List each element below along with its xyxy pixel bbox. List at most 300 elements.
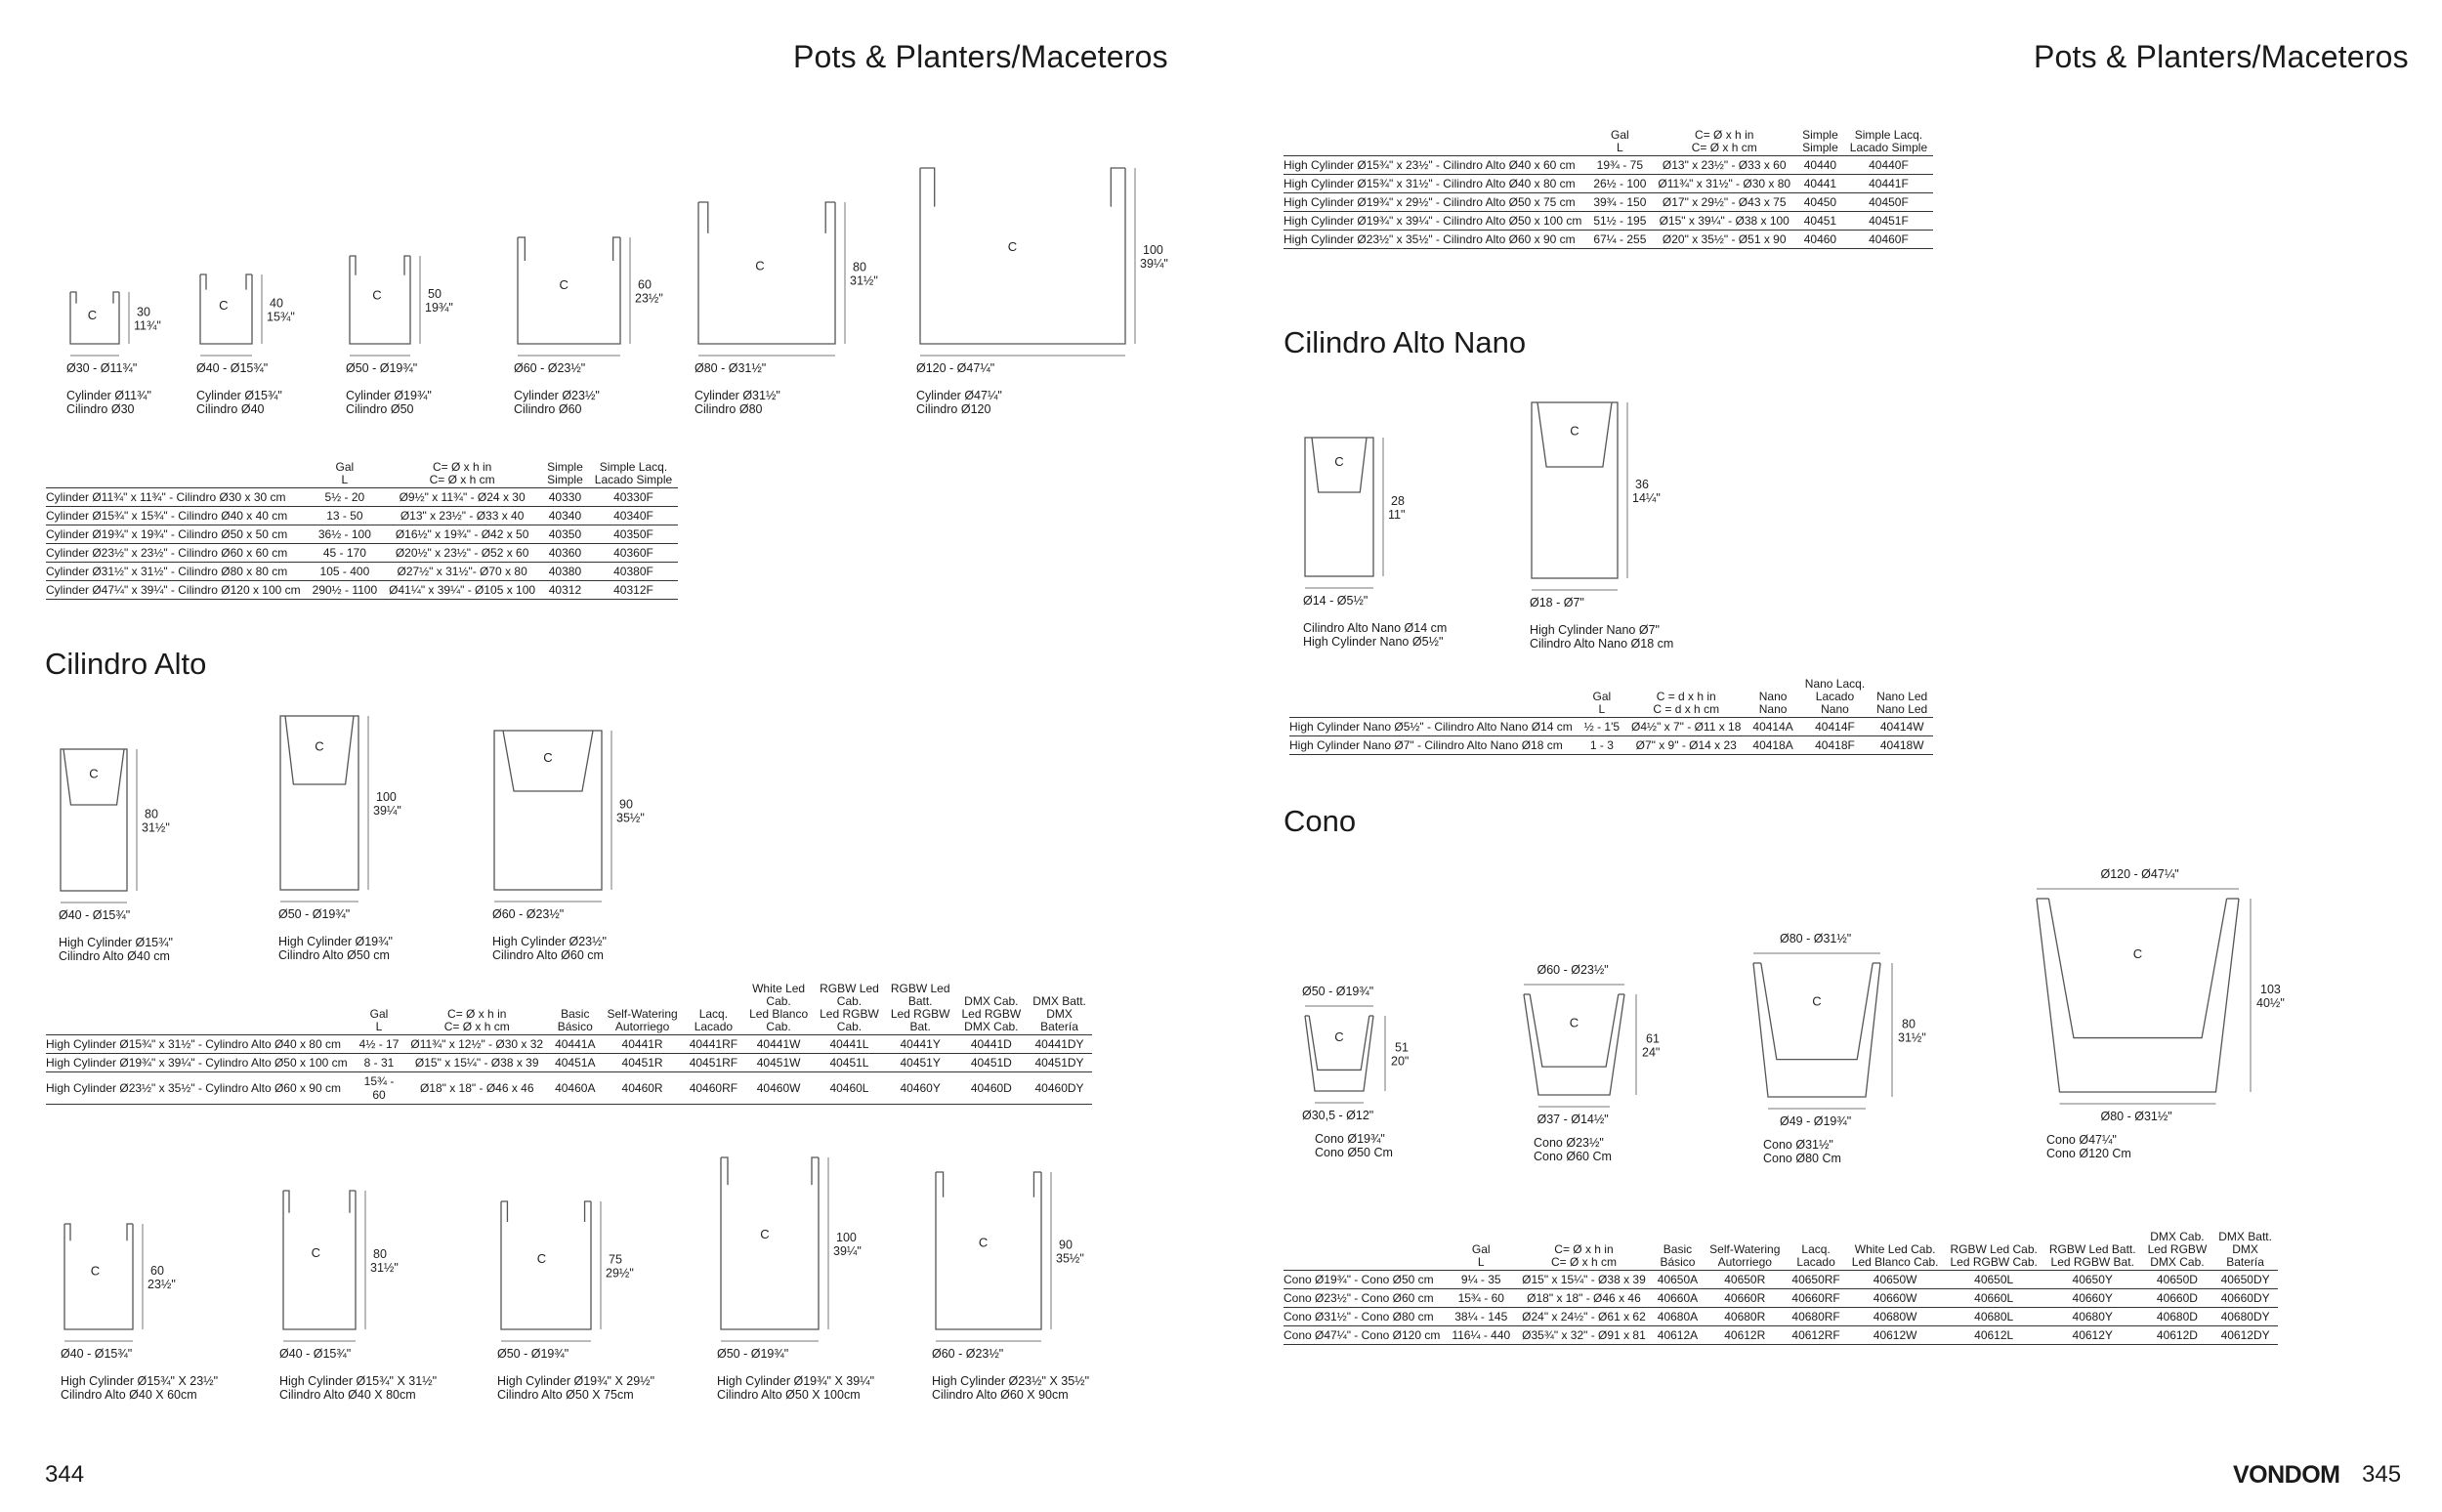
cono-1-c-label: C [1334,1029,1344,1045]
cylinder-6-caption: Cylinder Ø47¼" Cilindro Ø120 [916,389,1002,416]
cono-3-bottom-diameter: Ø49 - Ø19¾" [1780,1114,1852,1128]
column-header [1289,678,1579,718]
cylinder-3-lip-right [404,256,410,275]
column-header: Simple Simple [1802,128,1838,154]
cylinder-4-height-in: 23½" [635,291,663,306]
cono-2-bottom-diameter: Ø37 - Ø14½" [1537,1113,1609,1126]
high-cylinder-3-lip-right [585,1201,591,1222]
product-name-cell: High Cylinder Ø19¾" x 29½" - Cilindro Alto Ø50 x 75 cm [1284,193,1587,212]
table-cell: Ø13" x 23½" - Ø33 x 60 [1652,156,1796,175]
table-cell: 51½ - 195 [1587,212,1652,231]
product-name-cell: Cylinder Ø31½" x 31½" - Cilindro Ø80 x 80 cm [46,563,307,581]
table-cell: 40460 [1796,231,1844,249]
column-header [46,983,354,1035]
cylinder-2-height-cm: 40 [270,296,283,311]
high-cylinder-2-caption: High Cylinder Ø15¾" X 31½" Cilindro Alto Ø40 X 80cm [279,1374,438,1402]
table-header-row [1284,129,1933,156]
table-cell: 40441D [956,1035,1028,1054]
column-header: Self-Watering Autorriego [607,1007,678,1033]
product-name-cell: Cono Ø47¼" - Cono Ø120 cm [1284,1326,1446,1345]
table-cono [1284,1231,2278,1345]
column-header: Gal L [1611,128,1629,154]
table-cell: ½ - 1'5 [1579,718,1625,736]
column-header: C= Ø x h in C= Ø x h cm [1691,128,1757,154]
nano-1-caption: Cilindro Alto Nano Ø14 cm High Cylinder Nano Ø5½" [1303,621,1448,649]
table-cell: 40680R [1704,1308,1786,1326]
table-cell: 40360 [541,544,589,563]
cylinder-5-diameter: Ø80 - Ø31½" [695,361,767,375]
product-name-cell: High Cylinder Ø15¾" x 23½" - Cilindro Alto Ø40 x 60 cm [1284,156,1587,175]
table-cell: 40360F [589,544,678,563]
table-cell: 40650Y [2043,1271,2142,1289]
product-name-cell: Cylinder Ø47¼" x 39¼" - Cilindro Ø120 x 100 cm [46,581,307,600]
table-cell: 40612R [1704,1326,1786,1345]
table-cell: 40660L [1945,1289,2043,1308]
cylinder-4-caption: Cylinder Ø23½" Cilindro Ø60 [514,389,600,416]
cono-1-bottom-diameter: Ø30,5 - Ø12" [1302,1109,1374,1122]
table-row [1284,1271,2278,1289]
product-name-cell: Cylinder Ø15¾" x 15¾" - Cilindro Ø40 x 40 cm [46,507,307,525]
column-header: Basic Básico [557,1007,593,1033]
cono-4-top-diameter: Ø120 - Ø47¼" [2100,867,2179,881]
high-cylinder-3-c-label: C [536,1250,547,1266]
table-cell: 40440F [1844,156,1933,175]
cono-4-caption: Cono Ø47¼" Cono Ø120 Cm [2046,1133,2131,1160]
cono-1-height-cm: 51 [1395,1040,1409,1055]
table-cell: 19¾ - 75 [1587,156,1652,175]
column-header: Gal L [1592,690,1612,716]
table-cell: 40451F [1844,212,1933,231]
column-header: RGBW Led Cab. Led RGBW Cab. [1950,1242,2038,1269]
high-cylinder-5-caption: High Cylinder Ø23½" X 35½" Cilindro Alto Ø60 X 90cm [932,1374,1090,1402]
product-name-cell: Cylinder Ø23½" x 23½" - Cilindro Ø60 x 60 cm [46,544,307,563]
table-cell: 40612Y [2043,1326,2142,1345]
cylinder-1-diameter: Ø30 - Ø11¾" [66,361,138,375]
high-cylinder-5-lip-left [936,1172,944,1197]
table-cell: Ø20½" x 23½" - Ø52 x 60 [383,544,541,563]
table-row [46,1054,1092,1072]
cilindro-alto-2-height-cm: 100 [376,790,397,804]
table-row [46,507,678,525]
cylinder-1-height-in: 11¾" [134,318,161,333]
column-header: C= Ø x h in C= Ø x h cm [429,460,495,486]
column-header: Gal L [1471,1242,1491,1269]
cylinder-5-lip-left [698,202,708,233]
table-cell: 40460W [743,1072,814,1105]
column-header: DMX Cab. Led RGBW DMX Cab. [961,994,1022,1033]
column-header: Simple Lacq. Lacado Simple [1849,128,1928,154]
column-header: C = d x h in C = d x h cm [1653,690,1720,716]
table-cell: Ø15" x 15¼" - Ø38 x 39 [1516,1271,1652,1289]
high-cylinder-1-caption: High Cylinder Ø15¾" X 23½" Cilindro Alto Ø40 X 60cm [61,1374,219,1402]
cilindro-alto-3-c-label: C [543,749,553,765]
table-cell: 40460D [956,1072,1028,1105]
high-cylinder-1-c-label: C [90,1263,101,1279]
nano-1-height-in: 11" [1388,508,1406,522]
table-cell: 8 - 31 [354,1054,405,1072]
table-cell: 40451D [956,1054,1028,1072]
table-cell: 36½ - 100 [307,525,384,544]
column-header: C= Ø x h in C= Ø x h cm [443,1007,510,1033]
column-header: RGBW Led Batt. Led RGBW Bat. [890,982,950,1033]
section-title-cono: Cono [1284,804,1357,838]
table-cell: 290½ - 1100 [307,581,384,600]
high-cylinder-4-outline [721,1157,819,1329]
column-header: Gal L [369,1007,389,1033]
high-cylinder-5-height-cm: 90 [1059,1238,1073,1252]
cylinder-4-height-cm: 60 [638,277,652,292]
cilindro-alto-3-caption: High Cylinder Ø23½" Cilindro Alto Ø60 cm [492,935,607,962]
table-row [1284,193,1933,212]
high-cylinder-1-diameter: Ø40 - Ø15¾" [61,1347,133,1361]
table-cell: 40451Y [885,1054,956,1072]
product-name-cell: Cono Ø23½" - Cono Ø60 cm [1284,1289,1446,1308]
cylinder-1-c-label: C [87,307,98,322]
cylinder-2-caption: Cylinder Ø15¾" Cilindro Ø40 [196,389,282,416]
cilindro-alto-2-caption: High Cylinder Ø19¾" Cilindro Alto Ø50 cm [278,935,393,962]
table-cell: 40441F [1844,175,1933,193]
column-header: Lacq. Lacado [1796,1242,1835,1269]
cilindro-alto-1-diameter: Ø40 - Ø15¾" [59,908,131,922]
table-nano [1289,678,1933,755]
table-row [46,563,678,581]
table-cell: 40612A [1652,1326,1704,1345]
table-cell: 40340 [541,507,589,525]
cylinder-1-lip-left [70,292,76,304]
table-cell: 40460Y [885,1072,956,1105]
table-row [1284,1308,2278,1326]
table-cell: 38¼ - 145 [1446,1308,1516,1326]
table-high-cylinder [1284,129,1933,249]
high-cylinder-2-height-in: 31½" [370,1261,399,1275]
cylinder-3-diameter: Ø50 - Ø19¾" [346,361,418,375]
cylinder-6-diameter: Ø120 - Ø47¼" [916,361,995,375]
column-header [1284,129,1587,156]
table-cell: 40660RF [1786,1289,1845,1308]
high-cylinder-4-height-in: 39¼" [833,1244,862,1258]
table-cell: 40650RF [1786,1271,1845,1289]
high-cylinder-2-lip-left [283,1191,289,1213]
table-cell: 40450F [1844,193,1933,212]
column-header: Lacq. Lacado [694,1007,734,1033]
table-cell: 40414A [1747,718,1798,736]
table-cell: 40460DY [1027,1072,1092,1105]
table-cell: 40680W [1846,1308,1945,1326]
table-cell: 26½ - 100 [1587,175,1652,193]
table-row [46,525,678,544]
high-cylinder-1-lip-left [64,1224,70,1240]
table-cell: 40441Y [885,1035,956,1054]
cono-3-top-diameter: Ø80 - Ø31½" [1780,932,1852,945]
cylinder-5-height-cm: 80 [853,260,866,274]
cilindro-alto-3-height-in: 35½" [616,811,645,825]
cono-2-top-diameter: Ø60 - Ø23½" [1537,963,1609,977]
brand-logo: VONDOM [2233,1461,2340,1489]
high-cylinder-3-height-cm: 75 [609,1252,622,1267]
product-name-cell: High Cylinder Ø23½" x 35½" - Cylindro Alto Ø60 x 90 cm [46,1072,354,1105]
column-header: RGBW Led Cab. Led RGBW Cab. [820,982,879,1033]
table-cell: 40441L [814,1035,885,1054]
cilindro-alto-2-height-in: 39¼" [373,804,401,818]
product-name-cell: High Cylinder Ø23½" x 35½" - Cilindro Alto Ø60 x 90 cm [1284,231,1587,249]
nano-1-height-cm: 28 [1391,494,1405,508]
cono-3-height-cm: 80 [1902,1017,1916,1031]
table-cell: 40312 [541,581,589,600]
table-cell: 40441A [549,1035,601,1054]
high-cylinder-1-height-in: 23½" [147,1278,176,1291]
cylinder-4-lip-right [613,237,620,261]
table-cell: Ø11¾" x 12½" - Ø30 x 32 [404,1035,549,1054]
high-cylinder-3-caption: High Cylinder Ø19¾" X 29½" Cilindro Alto Ø50 X 75cm [497,1374,655,1402]
cono-1-top-diameter: Ø50 - Ø19¾" [1302,985,1374,998]
table-cell: Ø16½" x 19¾" - Ø42 x 50 [383,525,541,544]
cono-4-bottom-diameter: Ø80 - Ø31½" [2100,1110,2172,1123]
table-cell: 105 - 400 [307,563,384,581]
table-cell: 40680L [1945,1308,2043,1326]
high-cylinder-3-height-in: 29½" [606,1266,634,1281]
high-cylinder-5-c-label: C [978,1235,989,1250]
table-cell: 40650W [1846,1271,1945,1289]
table-cell: 40460F [1844,231,1933,249]
table-cell: 40441RF [684,1035,743,1054]
high-cylinder-2-height-cm: 80 [373,1247,387,1261]
cilindro-alto-3-diameter: Ø60 - Ø23½" [492,907,565,921]
table-cell: 4½ - 17 [354,1035,405,1054]
cono-2-height-in: 24" [1642,1045,1661,1060]
cono-2-c-label: C [1569,1015,1579,1030]
table-cell: 40330 [541,488,589,507]
table-cell: 40440 [1796,156,1844,175]
product-name-cell: Cylinder Ø19¾" x 19¾" - Cilindro Ø50 x 50 cm [46,525,307,544]
table-cell: Ø18" x 18" - Ø46 x 46 [404,1072,549,1105]
cylinder-5-c-label: C [755,258,765,273]
table-row [46,544,678,563]
cylinder-6-height-cm: 100 [1143,243,1163,257]
table-cell: 40612RF [1786,1326,1845,1345]
table-cell: Ø15" x 39¼" - Ø38 x 100 [1652,212,1796,231]
table-cell: 40660R [1704,1289,1786,1308]
nano-1-c-label: C [1334,454,1344,470]
column-header: White Led Cab. Led Blanco Cab. [749,982,809,1033]
cono-1-caption: Cono Ø19¾" Cono Ø50 Cm [1315,1132,1393,1159]
cylinder-4-diameter: Ø60 - Ø23½" [514,361,586,375]
cylinder-6-c-label: C [1007,239,1018,254]
product-name-cell: High Cylinder Ø19¾" x 39¼" - Cilindro Alto Ø50 x 100 cm [1284,212,1587,231]
table-cell: Ø35¾" x 32" - Ø91 x 81 [1516,1326,1652,1345]
table-cell: 45 - 170 [307,544,384,563]
cylinder-5-lip-right [825,202,835,233]
table-header-row [1289,678,1933,718]
table-cell: 40460R [601,1072,683,1105]
column-header: Gal L [335,460,355,486]
product-name-cell: High Cylinder Ø19¾" x 39¼" - Cylindro Alto Ø50 x 100 cm [46,1054,354,1072]
column-header: Simple Lacq. Lacado Simple [594,460,673,486]
table-cell: 40660DY [2212,1289,2278,1308]
section-title-cilindro-alto-nano: Cilindro Alto Nano [1284,325,1527,359]
table-cell: 40660W [1846,1289,1945,1308]
column-header: Basic Básico [1660,1242,1696,1269]
high-cylinder-4-height-cm: 100 [836,1231,857,1244]
high-cylinder-4-diameter: Ø50 - Ø19¾" [717,1347,789,1361]
table-cell: 40441R [601,1035,683,1054]
header-title-left: Pots & Planters/Maceteros [793,39,1168,74]
table-cylinder [46,461,678,600]
table-cell: 40441 [1796,175,1844,193]
column-header: White Led Cab. Led Blanco Cab. [1851,1242,1939,1269]
cono-3-c-label: C [1812,993,1822,1009]
table-cell: Ø11¾" x 31½" - Ø30 x 80 [1652,175,1796,193]
table-cell: 40380 [541,563,589,581]
column-header: Nano Led Nano Led [1876,690,1928,716]
high-cylinder-1-lip-right [127,1224,133,1240]
table-cell: 40460RF [684,1072,743,1105]
table-cell: 40350F [589,525,678,544]
table-row [46,581,678,600]
cylinder-1-caption: Cylinder Ø11¾" Cilindro Ø30 [66,389,151,416]
table-cell: 40680DY [2212,1308,2278,1326]
table-cell: 40340F [589,507,678,525]
table-cell: 40612D [2142,1326,2213,1345]
cilindro-alto-1-height-cm: 80 [145,807,158,821]
column-header: DMX Batt. DMX Batería [1032,994,1086,1033]
table-cell: 67¼ - 255 [1587,231,1652,249]
cylinder-3-caption: Cylinder Ø19¾" Cilindro Ø50 [346,389,432,416]
product-name-cell: Cono Ø19¾" - Cono Ø50 cm [1284,1271,1446,1289]
cylinder-6-lip-right [1111,168,1125,207]
high-cylinder-5-lip-right [1033,1172,1041,1197]
cylinder-2-height-in: 15¾" [267,310,295,324]
table-cell: 40380F [589,563,678,581]
table-cell: 40451A [549,1054,601,1072]
high-cylinder-3-diameter: Ø50 - Ø19¾" [497,1347,569,1361]
column-header: DMX Batt. DMX Batería [2218,1230,2272,1269]
page-number-right: 345 [2362,1461,2402,1488]
cylinder-5-caption: Cylinder Ø31½" Cilindro Ø80 [695,389,780,416]
column-header [46,461,307,488]
table-cell: 9¼ - 35 [1446,1271,1516,1289]
product-name-cell: Cono Ø31½" - Cono Ø80 cm [1284,1308,1446,1326]
column-header: RGBW Led Batt. Led RGBW Bat. [2048,1242,2136,1269]
table-cell: Ø7" x 9" - Ø14 x 23 [1625,736,1747,755]
cylinder-6-height-in: 39¼" [1140,257,1168,271]
cono-4-insert [2048,899,2226,1038]
column-header: Nano Lacq. Lacado Nano [1804,677,1866,716]
table-row [1284,1326,2278,1345]
table-cell: 40650L [1945,1271,2043,1289]
table-header-row [46,983,1092,1035]
table-row [1284,1289,2278,1308]
column-header: Simple Simple [547,460,583,486]
table-row [1284,231,1933,249]
nano-2-diameter: Ø18 - Ø7" [1530,596,1584,609]
nano-1-diameter: Ø14 - Ø5½" [1303,594,1368,608]
table-row [46,488,678,507]
cylinder-3-lip-left [350,256,356,275]
table-cell: Ø9½" x 11¾" - Ø24 x 30 [383,488,541,507]
table-row [46,1072,1092,1105]
table-cell: Ø27½" x 31½"- Ø70 x 80 [383,563,541,581]
table-cilindro-alto [46,983,1092,1105]
cylinder-4-outline [518,237,620,344]
table-cell: 13 - 50 [307,507,384,525]
table-row [1284,156,1933,175]
table-cell: 40650R [1704,1271,1786,1289]
high-cylinder-4-lip-right [812,1157,819,1185]
cylinder-2-diameter: Ø40 - Ø15¾" [196,361,269,375]
header-title-right: Pots & Planters/Maceteros [2034,39,2409,74]
cono-3-insert [1761,963,1873,1060]
cylinder-2-c-label: C [219,297,229,313]
column-header [1284,1231,1446,1271]
table-cell: Ø13" x 23½" - Ø33 x 40 [383,507,541,525]
table-cell: Ø20" x 35½" - Ø51 x 90 [1652,231,1796,249]
table-cell: 40451RF [684,1054,743,1072]
table-cell: 40451DY [1027,1054,1092,1072]
table-cell: 40451 [1796,212,1844,231]
table-cell: 40680Y [2043,1308,2142,1326]
table-row [1284,212,1933,231]
high-cylinder-5-height-in: 35½" [1056,1251,1084,1266]
cono-3-height-in: 31½" [1898,1030,1926,1045]
table-cell: 40612L [1945,1326,2043,1345]
table-cell: 40612W [1846,1326,1945,1345]
cono-4-height-cm: 103 [2260,983,2281,996]
cylinder-4-c-label: C [559,277,568,293]
table-cell: 40680RF [1786,1308,1845,1326]
table-cell: 40414F [1799,718,1871,736]
product-name-cell: High Cylinder Nano Ø5½" - Cilindro Alto Nano Ø14 cm [1289,718,1579,736]
table-cell: 116¼ - 440 [1446,1326,1516,1345]
cylinder-6-outline [920,168,1125,344]
table-header-row [46,461,678,488]
product-name-cell: High Cylinder Ø15¾" x 31½" - Cilindro Alto Ø40 x 80 cm [1284,175,1587,193]
table-cell: 40418W [1871,736,1933,755]
product-name-cell: High Cylinder Nano Ø7" - Cilindro Alto Nano Ø18 cm [1289,736,1579,755]
table-cell: 40418F [1799,736,1871,755]
cylinder-3-height-in: 19¾" [425,301,453,315]
table-cell: 15¾ - 60 [354,1072,405,1105]
table-cell: 40451W [743,1054,814,1072]
high-cylinder-1-height-cm: 60 [150,1264,164,1278]
nano-2-caption: High Cylinder Nano Ø7" Cilindro Alto Nano Ø18 cm [1530,623,1674,651]
cono-2-caption: Cono Ø23½" Cono Ø60 Cm [1534,1136,1612,1163]
table-cell: 40451R [601,1054,683,1072]
cono-4-c-label: C [2132,946,2143,962]
table-row [1289,736,1933,755]
table-cell: 40660D [2142,1289,2213,1308]
table-cell: Ø4½" x 7" - Ø11 x 18 [1625,718,1747,736]
product-name-cell: Cylinder Ø11¾" x 11¾" - Cilindro Ø30 x 30 cm [46,488,307,507]
cylinder-5-height-in: 31½" [850,273,878,288]
table-cell: 15¾ - 60 [1446,1289,1516,1308]
cilindro-alto-3-height-cm: 90 [619,797,633,812]
table-cell: 39¾ - 150 [1587,193,1652,212]
high-cylinder-2-lip-right [350,1191,356,1213]
cilindro-alto-1-c-label: C [89,766,99,781]
table-cell: 40418A [1747,736,1798,755]
cylinder-3-c-label: C [372,287,382,303]
cono-3-caption: Cono Ø31½" Cono Ø80 Cm [1763,1138,1841,1165]
table-cell: 40451L [814,1054,885,1072]
high-cylinder-5-outline [936,1172,1041,1329]
table-cell: 1 - 3 [1579,736,1625,755]
table-cell: 40612DY [2212,1326,2278,1345]
cylinder-1-lip-right [113,292,119,304]
table-cell: Ø15" x 15¼" - Ø38 x 39 [404,1054,549,1072]
table-cell: 40312F [589,581,678,600]
cylinder-2-lip-right [246,274,252,290]
cono-2-height-cm: 61 [1646,1031,1660,1046]
